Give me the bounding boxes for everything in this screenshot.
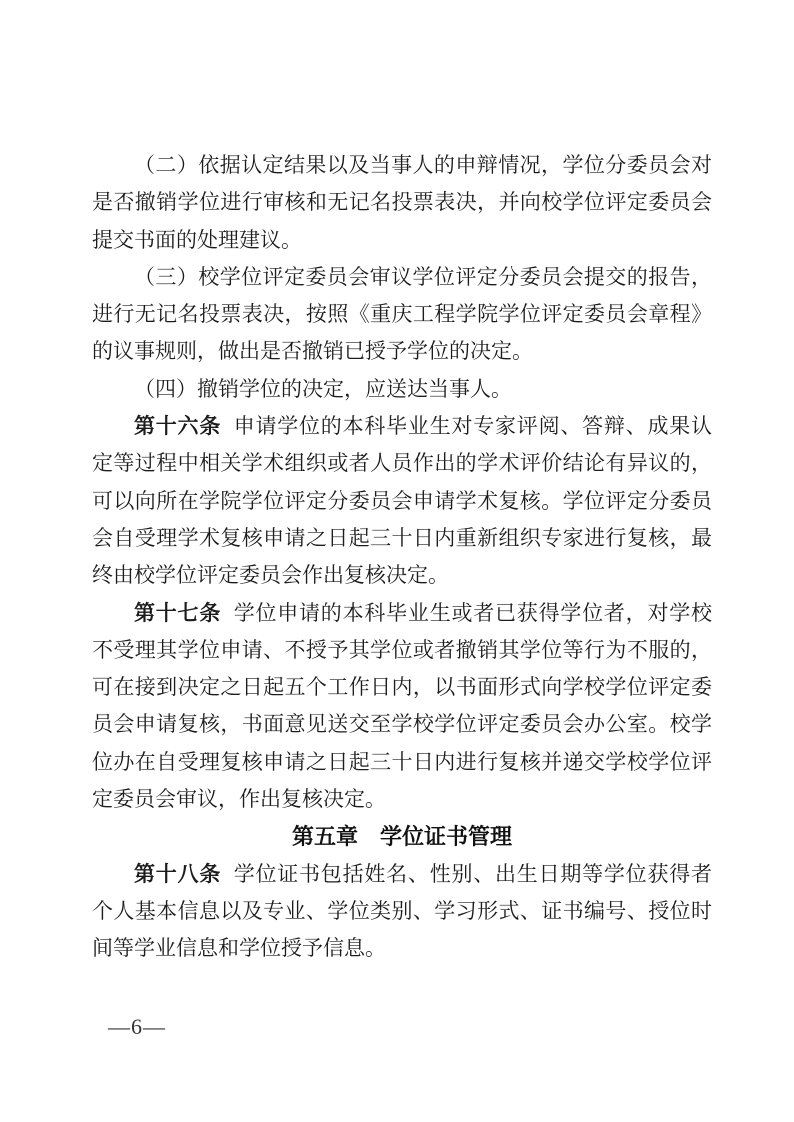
- paragraph-article-16: [92, 408, 712, 594]
- paragraph-text: 学位申请的本科毕业生或者已获得学位者，对学校不受理其学位申请、不授予其学位或者撤销其学位等行为不服的，可在接到决定之日起五个工作日内，以书面形式向学校学位评定委员会申请复核，书面意见送交至学校学位评定委员会办公室。校学位办在自受理复核申请之日起三十日内进行复核并递交学校学位评定委员会审议，作出复核决定。: [92, 600, 713, 812]
- paragraph-text: 申请学位的本科毕业生对专家评阅、答辩、成果认定等过程中相关学术组织或者人员作出的学术评价结论有异议的，可以向所在学院学位评定分委员会申请学术复核。学位评定分委员会自受理学术复核申请之日起三十日内重新组织专家进行复核，最终由校学位评定委员会作出复核决定。: [92, 414, 713, 588]
- paragraph-text: （四）撤销学位的决定，应送达当事人。: [134, 376, 512, 401]
- document-body: [92, 147, 712, 968]
- article-number: 第十六条: [134, 414, 222, 439]
- paragraph-text: （二）依据认定结果以及当事人的申辩情况，学位分委员会对是否撤销学位进行审核和无记名投票表决，并向校学位评定委员会提交书面的处理建议。: [92, 153, 712, 252]
- paragraph-article-17: [92, 595, 712, 819]
- paragraph-article-18: [92, 856, 712, 968]
- paragraph-item-4: [92, 371, 712, 408]
- page-number: —6—: [108, 1014, 166, 1039]
- article-number: 第十七条: [134, 600, 222, 625]
- paragraph-text: 学位证书包括姓名、性别、出生日期等学位获得者个人基本信息以及专业、学位类别、学习形式、证书编号、授位时间等学业信息和学位授予信息。: [92, 861, 713, 961]
- page-footer: [108, 1013, 166, 1041]
- paragraph-text: （三）校学位评定委员会审议学位评定分委员会提交的报告，进行无记名投票表决，按照《重庆工程学院学位评定委员会章程》的议事规则，做出是否撤销已授予学位的决定。: [92, 264, 712, 364]
- paragraph-item-2: [92, 147, 712, 259]
- chapter-heading: 第五章 学位证书管理: [291, 824, 512, 850]
- article-number: 第十八条: [134, 861, 222, 886]
- paragraph-item-3: [92, 259, 712, 371]
